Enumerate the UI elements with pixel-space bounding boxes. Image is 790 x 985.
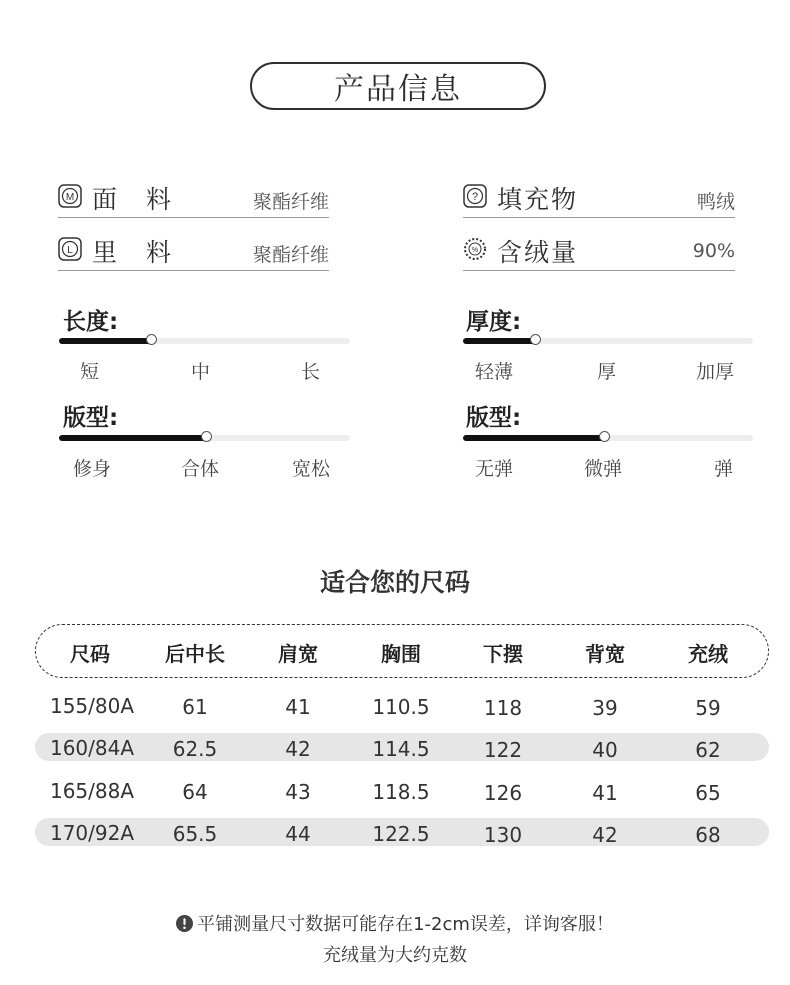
info-label-down-content: 含绒量 xyxy=(497,238,579,267)
table-cell: 61 xyxy=(182,695,208,719)
question-badge-icon xyxy=(463,184,487,208)
table-cell: 62.5 xyxy=(172,737,218,761)
info-label-filling: 填充物 xyxy=(497,185,579,214)
table-cell: 44 xyxy=(285,822,311,846)
slider-knob xyxy=(146,334,157,345)
table-cell: 118 xyxy=(483,696,523,720)
slider-tick: 无弹 xyxy=(475,458,514,480)
table-cell: 110.5 xyxy=(372,695,430,719)
table-cell: 62 xyxy=(695,738,721,762)
slider-knob xyxy=(201,431,212,442)
slider-tick: 长 xyxy=(301,361,321,383)
measurement-note xyxy=(0,910,790,936)
slider-length xyxy=(59,338,350,344)
slider-title-thickness: 厚度: xyxy=(466,309,522,335)
table-cell: 170/92A xyxy=(49,821,135,845)
slider-tick: 加厚 xyxy=(696,361,735,383)
slider-tick: 中 xyxy=(191,361,211,383)
slider-tick: 短 xyxy=(80,361,100,383)
table-cell: 130 xyxy=(483,823,523,847)
l-badge-icon xyxy=(58,237,82,261)
table-cell: 122 xyxy=(483,738,523,762)
table-cell: 160/84A xyxy=(49,736,135,760)
table-cell: 41 xyxy=(285,695,311,719)
table-cell: 42 xyxy=(285,737,311,761)
info-label-lining: 里 料 xyxy=(92,238,174,267)
percent-dial-icon xyxy=(463,237,487,261)
section-title-product-info xyxy=(250,62,546,110)
svg-text:M: M xyxy=(65,192,75,203)
svg-text:L: L xyxy=(67,245,73,256)
slider-knob xyxy=(530,334,541,345)
table-header-fill: 充绒 xyxy=(688,642,728,666)
table-cell: 64 xyxy=(182,780,208,804)
slider-tick: 轻薄 xyxy=(475,361,514,383)
table-cell: 42 xyxy=(592,823,618,847)
size-table-title: 适合您的尺码 xyxy=(319,568,470,597)
slider-title-elasticity: 版型: xyxy=(466,405,522,431)
slider-fill xyxy=(59,435,207,441)
slider-fill xyxy=(463,338,536,344)
info-value-fabric: 聚酯纤维 xyxy=(252,191,329,213)
m-badge-icon xyxy=(58,184,82,208)
slider-title-length: 长度: xyxy=(63,309,119,335)
slider-knob xyxy=(599,431,610,442)
info-value-filling: 鸭绒 xyxy=(696,191,735,213)
info-row-filling xyxy=(463,178,735,218)
table-cell: 41 xyxy=(592,781,618,805)
slider-tick: 微弹 xyxy=(584,458,623,480)
table-header-shoulder: 肩宽 xyxy=(278,642,318,666)
slider-thickness xyxy=(463,338,753,344)
table-header-chest: 胸围 xyxy=(381,642,421,666)
section-title-text: 产品信息 xyxy=(334,72,462,107)
table-cell: 68 xyxy=(695,823,721,847)
table-cell: 40 xyxy=(592,738,618,762)
table-cell: 43 xyxy=(285,780,311,804)
slider-tick: 修身 xyxy=(73,458,112,480)
info-value-down-content: 90% xyxy=(692,240,735,262)
table-cell: 155/80A xyxy=(49,694,135,718)
info-row-fabric xyxy=(58,178,329,218)
slider-elasticity xyxy=(463,435,753,441)
table-cell: 39 xyxy=(592,696,618,720)
slider-tick: 厚 xyxy=(597,361,617,383)
table-header-size: 尺码 xyxy=(70,642,110,666)
slider-fill xyxy=(59,338,152,344)
table-header-back-length: 后中长 xyxy=(165,642,225,666)
table-cell: 65 xyxy=(695,781,721,805)
slider-fit xyxy=(59,435,350,441)
table-cell: 126 xyxy=(483,781,523,805)
slider-tick: 合体 xyxy=(181,458,220,480)
slider-tick: 弹 xyxy=(714,458,734,480)
table-cell: 165/88A xyxy=(49,779,135,803)
measurement-note-text: 平铺测量尺寸数据可能存在1-2cm误差，详询客服！ xyxy=(197,914,614,935)
table-header-hem: 下摆 xyxy=(483,642,523,666)
exclamation-icon xyxy=(176,915,193,932)
slider-title-fit: 版型: xyxy=(63,405,119,431)
table-cell: 59 xyxy=(695,696,721,720)
svg-text:?: ? xyxy=(471,191,479,203)
slider-tick: 宽松 xyxy=(292,458,331,480)
svg-text:%: % xyxy=(471,247,479,254)
info-row-down-content xyxy=(463,231,735,271)
info-row-lining xyxy=(58,231,329,271)
table-cell: 114.5 xyxy=(372,737,430,761)
table-cell: 122.5 xyxy=(372,822,430,846)
fill-weight-note: 充绒量为大约克数 xyxy=(323,945,467,966)
table-header-back-width: 背宽 xyxy=(585,642,625,666)
info-value-lining: 聚酯纤维 xyxy=(252,244,329,266)
info-label-fabric: 面 料 xyxy=(92,185,174,214)
slider-fill xyxy=(463,435,605,441)
table-cell: 118.5 xyxy=(372,780,430,804)
table-cell: 65.5 xyxy=(172,822,218,846)
